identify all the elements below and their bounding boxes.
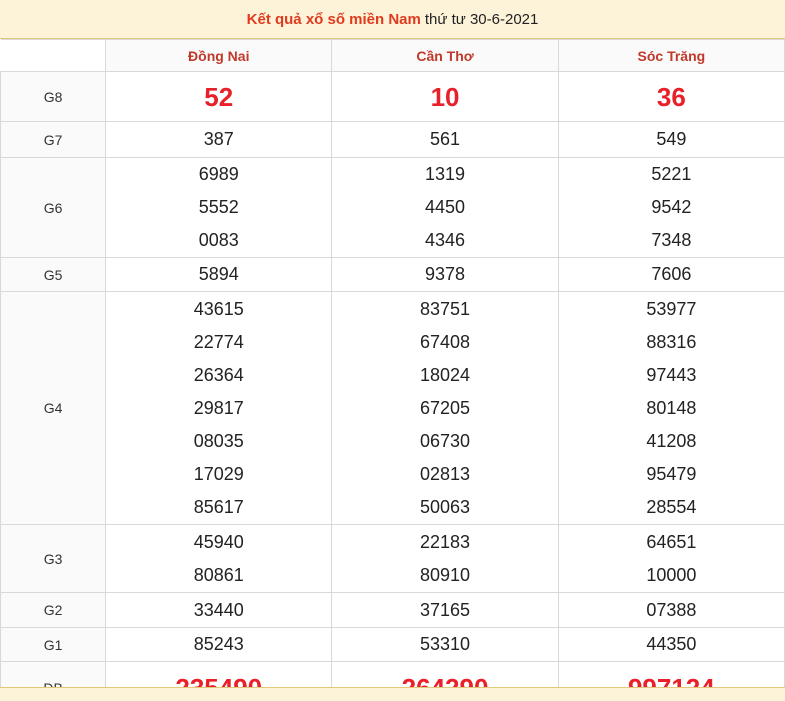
number: 7348	[651, 230, 692, 250]
prize-cell-g4-can-tho	[332, 292, 558, 525]
prize-label-g7: G7	[1, 122, 106, 158]
number: 9542	[651, 197, 692, 217]
number: 85617	[193, 496, 244, 517]
number: 22774	[193, 331, 244, 352]
prize-cell-g3-dong-nai	[106, 525, 332, 593]
prize-cell-g5-can-tho	[332, 258, 558, 292]
number: 50063	[420, 496, 471, 517]
number: 02813	[420, 463, 471, 484]
table-row	[1, 158, 785, 258]
page-title-main: Kết quả xổ số miền Nam	[246, 10, 421, 28]
table-corner-cell	[1, 40, 106, 72]
prize-cell-g6-soc-trang	[558, 158, 784, 258]
prize-cell-g3-soc-trang	[558, 525, 784, 593]
column-header-soc-trang: Sóc Trăng	[558, 40, 784, 72]
prize-cell-g2-can-tho	[332, 593, 558, 628]
prize-label-g3: G3	[1, 525, 106, 593]
number: 83751	[420, 298, 471, 319]
number: 44350	[646, 634, 697, 654]
number: 88316	[646, 331, 697, 352]
number: 9378	[425, 264, 466, 284]
prize-cell-g4-soc-trang	[558, 292, 784, 525]
number: 67205	[420, 397, 471, 418]
table-row	[1, 258, 785, 292]
number: 85243	[193, 634, 244, 654]
number: 5221	[651, 164, 692, 184]
number: 36	[656, 81, 686, 112]
number: 10000	[646, 564, 697, 585]
results-table	[0, 39, 785, 701]
number: 28554	[646, 496, 697, 517]
prize-cell-g3-can-tho	[332, 525, 558, 593]
table-row	[1, 628, 785, 662]
prize-cell-g5-dong-nai	[106, 258, 332, 292]
number: 67408	[420, 331, 471, 352]
number: 33440	[193, 599, 244, 620]
number: 80148	[646, 397, 697, 418]
prize-cell-g2-dong-nai	[106, 593, 332, 628]
page-title	[247, 11, 539, 28]
number: 06730	[420, 430, 471, 451]
prize-label-g5: G5	[1, 258, 106, 292]
number: 26364	[193, 364, 244, 385]
prize-label-g6: G6	[1, 158, 106, 258]
number: 22183	[420, 531, 471, 552]
number: 561	[430, 129, 461, 149]
number: 52	[204, 81, 234, 112]
prize-label-g1: G1	[1, 628, 106, 662]
prize-cell-g4-dong-nai	[106, 292, 332, 525]
number: 45940	[193, 531, 244, 552]
number: 17029	[193, 463, 244, 484]
prize-cell-g8-soc-trang	[558, 72, 784, 122]
table-head	[1, 40, 785, 72]
number: 4450	[425, 197, 466, 217]
number: 387	[203, 129, 234, 149]
prize-cell-g7-soc-trang	[558, 122, 784, 158]
number: 5552	[198, 197, 239, 217]
table-row	[1, 72, 785, 122]
number: 64651	[646, 531, 697, 552]
number: 53310	[420, 634, 471, 654]
number: 97443	[646, 364, 697, 385]
prize-cell-g1-can-tho	[332, 628, 558, 662]
number: 53977	[646, 298, 697, 319]
prize-cell-g8-can-tho	[332, 72, 558, 122]
number: 80861	[193, 564, 244, 585]
number: 29817	[193, 397, 244, 418]
number: 6989	[198, 164, 239, 184]
prize-label-g2: G2	[1, 593, 106, 628]
number: 1319	[425, 164, 466, 184]
number: 95479	[646, 463, 697, 484]
number: 4346	[425, 230, 466, 250]
number: 0083	[198, 230, 239, 250]
page-header	[0, 0, 785, 39]
number: 18024	[420, 364, 471, 385]
number: 7606	[651, 264, 692, 284]
page-title-date: thứ tư 30-6-2021	[424, 10, 539, 28]
prize-cell-g6-can-tho	[332, 158, 558, 258]
prize-cell-g7-can-tho	[332, 122, 558, 158]
prize-cell-g1-dong-nai	[106, 628, 332, 662]
number: 43615	[193, 298, 244, 319]
number: 37165	[420, 599, 471, 620]
number: 07388	[646, 599, 697, 620]
prize-label-g8: G8	[1, 72, 106, 122]
number: 08035	[193, 430, 244, 451]
prize-cell-g1-soc-trang	[558, 628, 784, 662]
number: 41208	[646, 430, 697, 451]
column-header-can-tho: Cần Thơ	[332, 40, 558, 72]
number: 549	[656, 129, 687, 149]
number: 5894	[198, 264, 239, 284]
prize-cell-g6-dong-nai	[106, 158, 332, 258]
table-row	[1, 525, 785, 593]
column-header-dong-nai: Đồng Nai	[106, 40, 332, 72]
table-header-row	[1, 40, 785, 72]
number: 80910	[420, 564, 471, 585]
table-body	[1, 72, 785, 701]
prize-cell-g5-soc-trang	[558, 258, 784, 292]
prize-cell-g8-dong-nai	[106, 72, 332, 122]
prize-label-g4: G4	[1, 292, 106, 525]
table-row	[1, 292, 785, 525]
footer-strip	[0, 687, 785, 701]
table-row	[1, 593, 785, 628]
number: 10	[430, 81, 460, 112]
prize-cell-g7-dong-nai	[106, 122, 332, 158]
prize-cell-g2-soc-trang	[558, 593, 784, 628]
table-row	[1, 122, 785, 158]
